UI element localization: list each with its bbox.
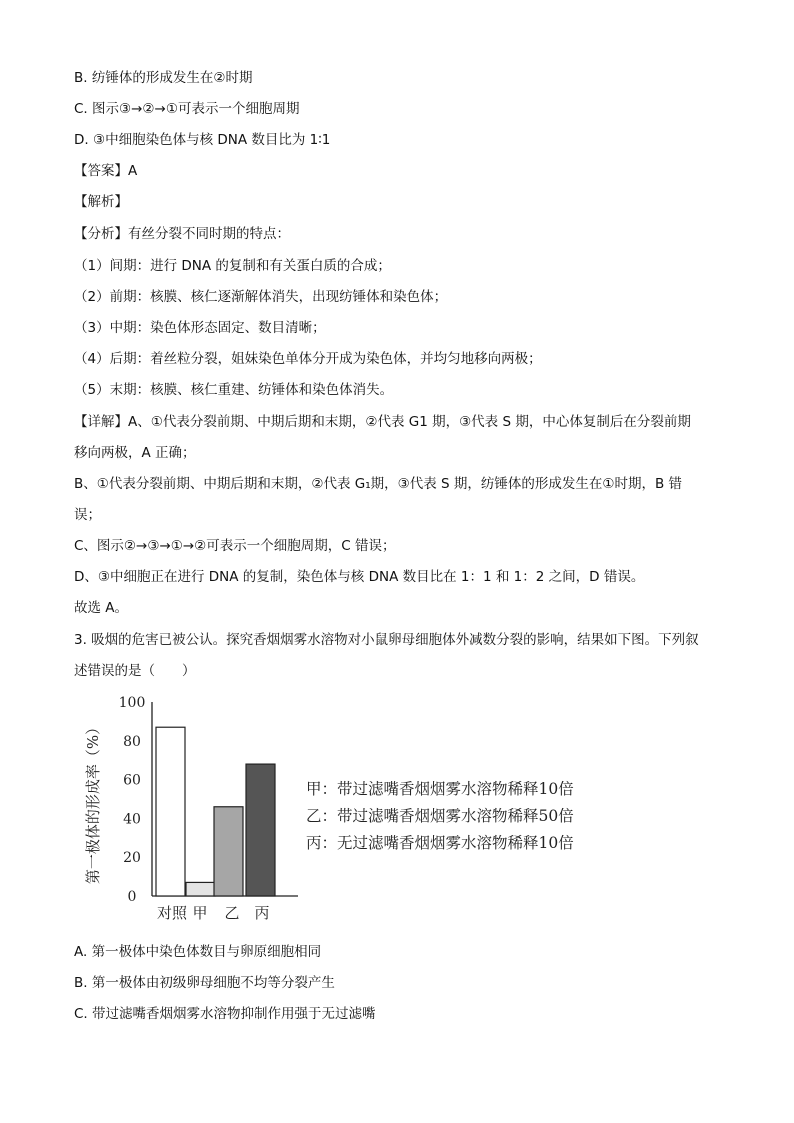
y-tick-label: 20 (123, 850, 141, 867)
detail-a-line2: 移向两极，A 正确； (74, 445, 196, 461)
y-axis-label: 第一极体的形成率（%） (84, 719, 102, 885)
detail-c: C、图示②→③→①→②可表示一个细胞周期，C 错误； (74, 538, 396, 554)
option-b-previous: B. 纺锤体的形成发生在②时期 (74, 70, 253, 86)
y-tick-label: 100 (118, 695, 146, 711)
chart-ticks (119, 695, 146, 905)
analysis-intro: 【分析】有丝分裂不同时期的特点： (74, 226, 290, 242)
y-axis-label-group (84, 720, 102, 884)
question-3-line1: 3. 吸烟的危害已被公认。探究香烟烟雾水溶物对小鼠卵母细胞体外减数分裂的影响，结果如下图。下列叙 (74, 632, 699, 648)
stage-interphase: （1）间期：进行 DNA 的复制和有关蛋白质的合成； (74, 258, 391, 274)
y-tick-label: 40 (123, 811, 141, 828)
category-label: 乙 (224, 904, 240, 922)
category-label: 甲 (192, 904, 208, 922)
chart-svg (80, 690, 620, 925)
category-label: 丙 (254, 904, 270, 922)
detail-b-line1: B、①代表分裂前期、中期后期和末期，②代表 G₁期，③代表 S 期，纺锤体的形成发生在①时期，B 错 (74, 476, 683, 492)
y-tick-label: 80 (123, 733, 141, 750)
option-b: B. 第一极体由初级卵母细胞不均等分裂产生 (74, 975, 335, 991)
bar (156, 727, 185, 896)
option-a: A. 第一极体中染色体数目与卵原细胞相同 (74, 944, 322, 960)
legend-entry: 甲：带过滤嘴香烟烟雾水溶物稀释10倍 (306, 780, 574, 798)
bar-chart (80, 690, 620, 925)
bar (186, 882, 215, 896)
chart-categories (157, 904, 270, 922)
legend-entry: 乙：带过滤嘴香烟烟雾水溶物稀释50倍 (306, 807, 574, 825)
legend-entry: 丙：无过滤嘴香烟烟雾水溶物稀释10倍 (306, 834, 574, 852)
y-tick-label: 0 (127, 889, 137, 905)
conclusion: 故选 A。 (74, 600, 129, 616)
chart-bars (156, 727, 275, 896)
question-3-line2: 述错误的是（ ） (74, 663, 196, 679)
answer-line: 【答案】A (74, 163, 138, 179)
detail-b-line2: 误； (74, 507, 101, 523)
option-c: C. 带过滤嘴香烟烟雾水溶物抑制作用强于无过滤嘴 (74, 1006, 376, 1022)
analysis-heading: 【解析】 (74, 194, 128, 210)
category-label: 对照 (156, 904, 188, 922)
bar (246, 764, 275, 896)
stage-telophase: （5）末期：核膜、核仁重建、纺锤体和染色体消失。 (74, 382, 394, 398)
detail-a-line1: 【详解】A、①代表分裂前期、中期后期和末期，②代表 G1 期，③代表 S 期，中心体复制后在分裂前期 (74, 414, 691, 430)
stage-prophase: （2）前期：核膜、核仁逐渐解体消失，出现纺锤体和染色体； (74, 289, 448, 305)
y-tick-label: 60 (123, 772, 141, 789)
option-d-previous: D. ③中细胞染色体与核 DNA 数目比为 1∶1 (74, 132, 331, 148)
detail-d: D、③中细胞正在进行 DNA 的复制，染色体与核 DNA 数目比在 1：1 和 1：2 之间，D 错误。 (74, 569, 645, 585)
bar (214, 807, 243, 896)
stage-metaphase: （3）中期：染色体形态固定、数目清晰； (74, 320, 326, 336)
stage-anaphase: （4）后期：着丝粒分裂，姐妹染色单体分开成为染色体，并均匀地移向两极； (74, 351, 542, 367)
chart-legend (306, 780, 574, 852)
option-c-previous: C. 图示③→②→①可表示一个细胞周期 (74, 101, 300, 117)
